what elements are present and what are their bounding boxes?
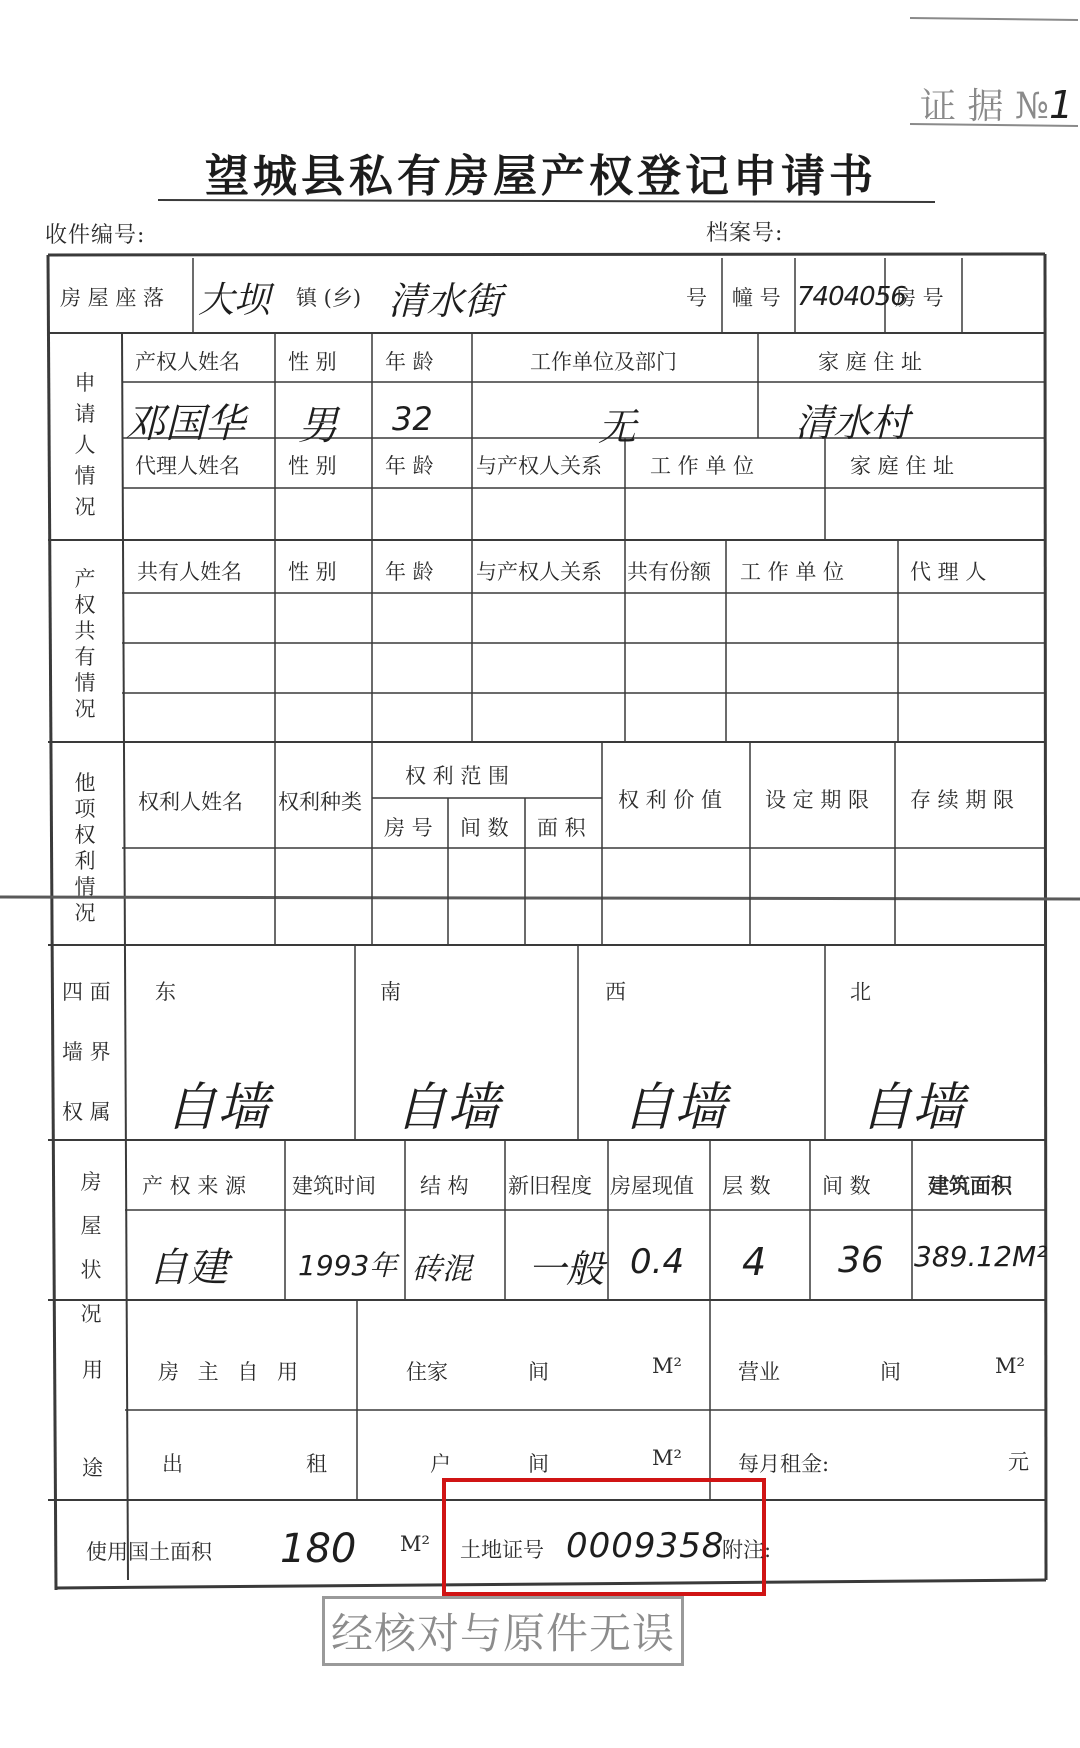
business-sqm-label: M²: [995, 1354, 1025, 1378]
right-duration-label: 存 续 期 限: [910, 788, 1015, 812]
agent-name-label: 代理人姓名: [135, 454, 240, 478]
north-label: 北: [850, 980, 871, 1004]
work-label: 工作单位及部门: [530, 350, 677, 374]
no-label: 号: [686, 286, 707, 310]
land-area-value: 180: [280, 1526, 357, 1572]
co-owner-gender-label: 性 别: [288, 560, 337, 584]
age-value: 32: [392, 400, 433, 438]
built-value: 1993年: [298, 1249, 398, 1282]
boundary-label-2: 墙 界: [62, 1040, 111, 1064]
note-label: 附注:: [722, 1538, 772, 1562]
rent-label-2: 租: [306, 1452, 327, 1476]
source-value: 自建: [148, 1245, 228, 1291]
south-value: 自墙: [395, 1078, 500, 1138]
business-label: 营业: [738, 1360, 780, 1384]
right-holder-label: 权利人姓名: [138, 790, 243, 814]
co-owner-section-label: 产权共有情况: [74, 567, 96, 721]
building-label: 幢 号: [732, 286, 781, 310]
west-label: 西: [605, 980, 626, 1004]
usage-label-2: 途: [82, 1456, 103, 1480]
co-owner-age-label: 年 龄: [385, 560, 434, 584]
town-value: 大坝: [198, 280, 271, 321]
gender-value: 男: [298, 403, 338, 449]
boundary-label-3: 权 属: [62, 1100, 111, 1124]
residence-label: 住家: [406, 1360, 448, 1384]
co-owner-work-label: 工 作 单 位: [740, 560, 845, 584]
floors-value: 4: [742, 1240, 767, 1284]
residence-sqm-label: M²: [652, 1354, 682, 1378]
address-value: 清水村: [795, 401, 910, 445]
house-value: 0.4: [630, 1242, 685, 1282]
structure-label: 结 构: [420, 1174, 469, 1198]
address-label: 家 庭 住 址: [818, 350, 923, 374]
agent-work-label: 工 作 单 位: [650, 454, 755, 478]
relation-label: 与产权人关系: [476, 454, 602, 478]
right-room-no-label: 房 号: [384, 816, 433, 840]
land-cert-value: 0009358: [566, 1526, 725, 1566]
right-type-label: 权利种类: [278, 790, 362, 814]
co-owner-agent-label: 代 理 人: [910, 560, 987, 584]
east-value: 自墙: [165, 1078, 270, 1138]
owner-name-label: 产权人姓名: [135, 350, 240, 374]
area-label: 建筑面积: [928, 1173, 1012, 1198]
self-use-label: 房 主 自 用: [158, 1360, 305, 1384]
receive-no-label: 收件编号:: [45, 223, 146, 248]
right-area-label: 面 积: [537, 816, 586, 840]
west-value: 自墙: [622, 1078, 727, 1138]
right-term-label: 设 定 期 限: [765, 788, 870, 812]
yuan-label: 元: [1008, 1450, 1029, 1474]
value-label: 房屋现值: [610, 1174, 694, 1198]
rent-jian-label: 间: [528, 1452, 549, 1476]
south-label: 南: [380, 980, 401, 1004]
age-label: 年 龄: [385, 350, 434, 374]
business-jian-label: 间: [880, 1360, 901, 1384]
gender-label: 性 别: [288, 350, 337, 374]
archive-no-label: 档案号:: [706, 221, 784, 246]
rent-label-1: 出: [162, 1452, 183, 1476]
owner-name-value: 邓国华: [125, 401, 245, 447]
source-label: 产 权 来 源: [142, 1174, 247, 1198]
location-label: 房 屋 座 落: [60, 286, 165, 310]
verification-stamp: 经核对与原件无误: [322, 1596, 684, 1666]
land-cert-label: 土地证号: [460, 1538, 544, 1562]
household-label: 户: [430, 1452, 451, 1476]
residence-jian-label: 间: [528, 1360, 549, 1384]
receipt-number: 证 据 №1: [920, 83, 1074, 127]
house-section-label: 房屋状况: [80, 1170, 102, 1326]
share-label: 共有份额: [627, 560, 711, 584]
condition-label: 新旧程度: [508, 1174, 592, 1198]
land-area-label: 使用国土面积: [86, 1540, 212, 1564]
work-value: 无: [598, 405, 637, 449]
right-scope-label: 权 利 范 围: [405, 764, 510, 788]
land-sqm-label: M²: [400, 1532, 430, 1556]
structure-value: 砖混: [412, 1252, 472, 1287]
other-rights-section-label: 他项权利情况: [74, 771, 96, 925]
condition-value: 一般: [528, 1247, 605, 1291]
agent-address-label: 家 庭 住 址: [850, 454, 955, 478]
area-value: 389.12M²: [914, 1240, 1048, 1273]
rent-sqm-label: M²: [652, 1446, 682, 1470]
floors-label: 层 数: [722, 1174, 771, 1198]
room-label: 房 号: [895, 286, 944, 310]
page-title: 望城县私有房屋产权登记申请书: [205, 151, 877, 202]
building-value: 7404056: [797, 282, 906, 312]
rooms-label: 间 数: [822, 1174, 871, 1198]
applicant-section-label: 申请人情况: [74, 371, 96, 519]
east-label: 东: [155, 980, 176, 1004]
town-label: 镇 (乡): [296, 286, 362, 310]
street-value: 清水街: [388, 279, 503, 323]
agent-age-label: 年 龄: [385, 454, 434, 478]
boundary-label-1: 四 面: [62, 980, 111, 1004]
agent-gender-label: 性 别: [288, 454, 337, 478]
co-owner-name-label: 共有人姓名: [137, 560, 242, 584]
right-rooms-label: 间 数: [460, 816, 509, 840]
usage-label-1: 用: [82, 1358, 103, 1382]
north-value: 自墙: [860, 1078, 965, 1138]
monthly-rent-label: 每月租金:: [738, 1452, 830, 1476]
rooms-value: 36: [838, 1240, 884, 1281]
right-value-label: 权 利 价 值: [618, 788, 723, 812]
co-owner-relation-label: 与产权人关系: [476, 560, 602, 584]
built-label: 建筑时间: [292, 1174, 376, 1198]
